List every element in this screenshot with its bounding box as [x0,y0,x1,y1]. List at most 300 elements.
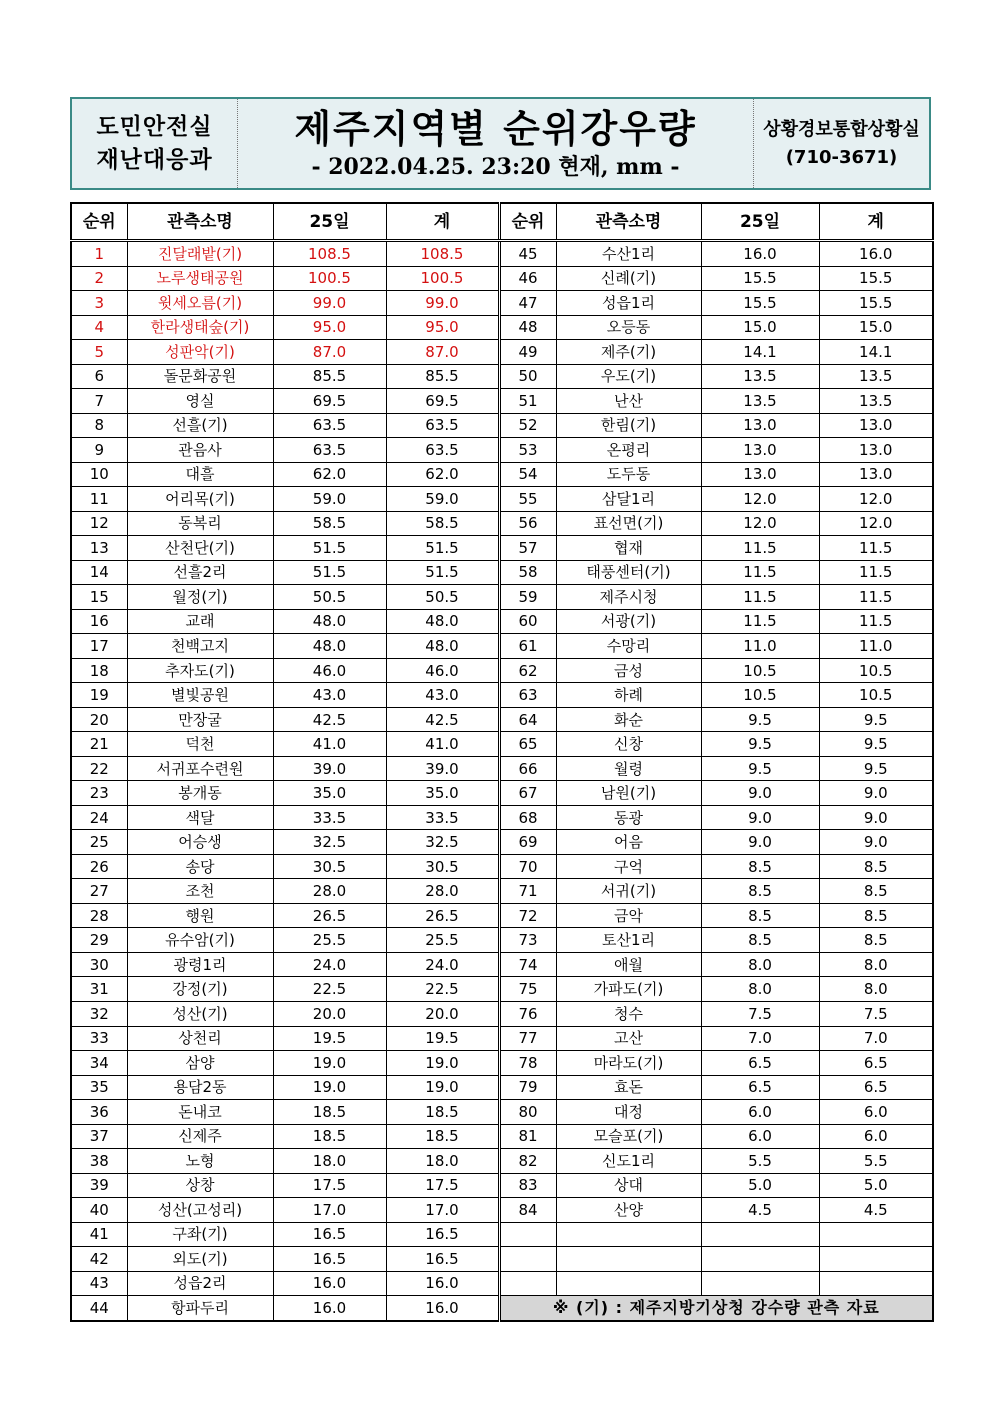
cell-day: 8.5 [701,879,819,904]
empty-cell [499,1222,556,1247]
cell-station: 서귀포수련원 [127,756,273,781]
cell-day: 30.5 [273,854,386,879]
table-row [71,658,933,683]
cell-station: 월령 [556,756,701,781]
cell-day: 24.0 [273,952,386,977]
empty-cell [819,1271,933,1296]
cell-day: 39.0 [273,756,386,781]
column-header-total: 계 [386,203,499,241]
cell-day: 9.0 [701,830,819,855]
cell-rank: 15 [71,585,127,610]
cell-station: 돌문화공원 [127,364,273,389]
cell-total: 58.5 [386,511,499,536]
cell-rank: 51 [499,389,556,414]
cell-day: 8.5 [701,903,819,928]
cell-station: 삼달1리 [556,487,701,512]
cell-station: 토산1리 [556,928,701,953]
cell-total: 48.0 [386,634,499,659]
table-header-row [71,203,933,241]
cell-station: 노루생태공원 [127,266,273,291]
cell-station: 광령1리 [127,952,273,977]
cell-station: 고산 [556,1026,701,1051]
table-row [71,1222,933,1247]
cell-day: 18.5 [273,1124,386,1149]
cell-rank: 68 [499,805,556,830]
table-row [71,585,933,610]
cell-station: 월정(기) [127,585,273,610]
cell-day: 16.5 [273,1222,386,1247]
cell-day: 51.5 [273,536,386,561]
cell-station: 삼양 [127,1051,273,1076]
division-name: 재난대응과 [96,146,213,173]
cell-total: 51.5 [386,536,499,561]
cell-station: 봉개동 [127,781,273,806]
table-row [71,609,933,634]
table-row [71,560,933,585]
cell-rank: 70 [499,854,556,879]
cell-day: 19.0 [273,1075,386,1100]
cell-total: 43.0 [386,683,499,708]
column-header-rank: 순위 [71,203,127,241]
cell-day: 100.5 [273,266,386,291]
cell-station: 강정(기) [127,977,273,1002]
empty-cell [556,1271,701,1296]
cell-day: 13.0 [701,438,819,463]
cell-rank: 50 [499,364,556,389]
cell-station: 유수암(기) [127,928,273,953]
column-header-day: 25일 [701,203,819,241]
empty-cell [701,1271,819,1296]
cell-station: 금성 [556,658,701,683]
cell-rank: 21 [71,732,127,757]
cell-rank: 71 [499,879,556,904]
cell-total: 30.5 [386,854,499,879]
cell-station: 한라생태숲(기) [127,315,273,340]
cell-rank: 59 [499,585,556,610]
cell-total: 100.5 [386,266,499,291]
cell-total: 6.0 [819,1100,933,1125]
cell-station: 가파도(기) [556,977,701,1002]
office-name: 상황경보통합상황실 [763,118,920,140]
cell-station: 신창 [556,732,701,757]
page-subtitle: - 2022.04.25. 23:20 현재, mm - [311,153,680,180]
cell-rank: 36 [71,1100,127,1125]
cell-total: 87.0 [386,340,499,365]
cell-day: 18.0 [273,1149,386,1174]
cell-station: 성산(고성리) [127,1198,273,1223]
cell-station: 영실 [127,389,273,414]
table-row [71,536,933,561]
cell-total: 99.0 [386,291,499,316]
cell-rank: 64 [499,707,556,732]
cell-rank: 58 [499,560,556,585]
cell-rank: 84 [499,1198,556,1223]
table-row [71,364,933,389]
cell-total: 41.0 [386,732,499,757]
cell-station: 화순 [556,707,701,732]
cell-rank: 3 [71,291,127,316]
cell-rank: 80 [499,1100,556,1125]
cell-day: 15.0 [701,315,819,340]
cell-station: 교래 [127,609,273,634]
cell-station: 선흘2리 [127,560,273,585]
cell-rank: 73 [499,928,556,953]
table-row [71,1173,933,1198]
cell-total: 8.5 [819,903,933,928]
cell-total: 35.0 [386,781,499,806]
table-row [71,266,933,291]
cell-total: 26.5 [386,903,499,928]
cell-day: 63.5 [273,438,386,463]
cell-rank: 61 [499,634,556,659]
cell-station: 진달래밭(기) [127,241,273,267]
cell-rank: 57 [499,536,556,561]
cell-station: 동복리 [127,511,273,536]
table-row [71,1100,933,1125]
cell-total: 8.0 [819,977,933,1002]
cell-day: 11.5 [701,560,819,585]
table-row [71,1149,933,1174]
cell-total: 12.0 [819,487,933,512]
cell-rank: 60 [499,609,556,634]
cell-rank: 45 [499,241,556,267]
cell-day: 9.5 [701,707,819,732]
table-row [71,1124,933,1149]
cell-station: 한림(기) [556,413,701,438]
cell-station: 성읍1리 [556,291,701,316]
cell-day: 87.0 [273,340,386,365]
cell-rank: 77 [499,1026,556,1051]
table-footnote: ※ (기) : 제주지방기상청 강수량 관측 자료 [499,1296,933,1321]
table-row [71,241,933,267]
cell-total: 32.5 [386,830,499,855]
cell-day: 15.5 [701,291,819,316]
cell-rank: 65 [499,732,556,757]
cell-rank: 30 [71,952,127,977]
cell-total: 7.0 [819,1026,933,1051]
cell-rank: 76 [499,1001,556,1026]
cell-day: 32.5 [273,830,386,855]
cell-station: 오등동 [556,315,701,340]
empty-cell [499,1271,556,1296]
cell-rank: 11 [71,487,127,512]
table-row [71,1247,933,1272]
cell-day: 28.0 [273,879,386,904]
cell-total: 6.5 [819,1075,933,1100]
cell-rank: 20 [71,707,127,732]
table-body [71,241,933,1321]
cell-total: 95.0 [386,315,499,340]
cell-total: 69.5 [386,389,499,414]
cell-station: 태풍센터(기) [556,560,701,585]
cell-day: 11.0 [701,634,819,659]
table-row [71,928,933,953]
cell-day: 43.0 [273,683,386,708]
cell-rank: 17 [71,634,127,659]
cell-rank: 26 [71,854,127,879]
cell-day: 62.0 [273,462,386,487]
cell-day: 6.0 [701,1124,819,1149]
cell-total: 5.0 [819,1173,933,1198]
table-row [71,291,933,316]
cell-day: 9.5 [701,732,819,757]
table-row [71,487,933,512]
cell-station: 효돈 [556,1075,701,1100]
cell-day: 41.0 [273,732,386,757]
cell-day: 99.0 [273,291,386,316]
cell-rank: 79 [499,1075,556,1100]
table-row [71,830,933,855]
cell-rank: 24 [71,805,127,830]
table-row [71,952,933,977]
cell-total: 13.0 [819,462,933,487]
cell-station: 애월 [556,952,701,977]
cell-total: 16.0 [819,241,933,267]
cell-station: 행원 [127,903,273,928]
cell-rank: 33 [71,1026,127,1051]
cell-station: 어음 [556,830,701,855]
cell-rank: 74 [499,952,556,977]
cell-rank: 13 [71,536,127,561]
cell-station: 조천 [127,879,273,904]
table-row [71,1198,933,1223]
cell-rank: 52 [499,413,556,438]
cell-total: 7.5 [819,1001,933,1026]
title-cell [238,99,754,188]
cell-rank: 55 [499,487,556,512]
cell-total: 18.5 [386,1124,499,1149]
cell-rank: 5 [71,340,127,365]
cell-total: 19.5 [386,1026,499,1051]
cell-day: 9.5 [701,756,819,781]
cell-day: 11.5 [701,585,819,610]
cell-rank: 6 [71,364,127,389]
cell-total: 17.0 [386,1198,499,1223]
cell-total: 62.0 [386,462,499,487]
cell-station: 온평리 [556,438,701,463]
cell-rank: 28 [71,903,127,928]
cell-rank: 78 [499,1051,556,1076]
cell-rank: 54 [499,462,556,487]
cell-total: 6.5 [819,1051,933,1076]
cell-day: 26.5 [273,903,386,928]
cell-day: 63.5 [273,413,386,438]
cell-total: 39.0 [386,756,499,781]
cell-rank: 83 [499,1173,556,1198]
cell-day: 19.5 [273,1026,386,1051]
cell-station: 표선면(기) [556,511,701,536]
cell-total: 11.5 [819,585,933,610]
cell-day: 9.0 [701,805,819,830]
cell-station: 신도1리 [556,1149,701,1174]
cell-station: 상창 [127,1173,273,1198]
cell-total: 63.5 [386,413,499,438]
column-header-station: 관측소명 [127,203,273,241]
cell-rank: 29 [71,928,127,953]
cell-total: 17.5 [386,1173,499,1198]
empty-cell [701,1247,819,1272]
cell-total: 4.5 [819,1198,933,1223]
cell-rank: 8 [71,413,127,438]
cell-total: 8.5 [819,928,933,953]
cell-day: 12.0 [701,511,819,536]
cell-day: 8.0 [701,952,819,977]
table-row [71,340,933,365]
cell-day: 16.0 [273,1296,386,1321]
table-row [71,732,933,757]
table-row [71,462,933,487]
cell-total: 16.5 [386,1222,499,1247]
page-title: 제주지역별 순위강우량 [294,106,697,151]
cell-day: 15.5 [701,266,819,291]
cell-day: 25.5 [273,928,386,953]
cell-station: 노형 [127,1149,273,1174]
cell-total: 42.5 [386,707,499,732]
cell-rank: 35 [71,1075,127,1100]
cell-total: 12.0 [819,511,933,536]
cell-total: 15.5 [819,266,933,291]
cell-rank: 48 [499,315,556,340]
cell-station: 금악 [556,903,701,928]
cell-total: 9.0 [819,805,933,830]
cell-rank: 10 [71,462,127,487]
cell-day: 42.5 [273,707,386,732]
cell-station: 서귀(기) [556,879,701,904]
cell-total: 11.0 [819,634,933,659]
cell-day: 10.5 [701,658,819,683]
cell-station: 성읍2리 [127,1271,273,1296]
cell-rank: 56 [499,511,556,536]
cell-rank: 34 [71,1051,127,1076]
empty-cell [701,1222,819,1247]
cell-total: 18.0 [386,1149,499,1174]
table-row [71,1026,933,1051]
cell-rank: 2 [71,266,127,291]
cell-day: 11.5 [701,609,819,634]
cell-station: 송당 [127,854,273,879]
cell-day: 16.0 [273,1271,386,1296]
cell-day: 13.0 [701,413,819,438]
cell-station: 제주시청 [556,585,701,610]
cell-rank: 81 [499,1124,556,1149]
cell-station: 서광(기) [556,609,701,634]
cell-total: 15.5 [819,291,933,316]
cell-station: 천백고지 [127,634,273,659]
table-row [71,903,933,928]
cell-day: 58.5 [273,511,386,536]
table-row [71,977,933,1002]
cell-day: 10.5 [701,683,819,708]
cell-total: 11.5 [819,560,933,585]
office-cell [754,99,929,188]
cell-rank: 69 [499,830,556,855]
cell-total: 22.5 [386,977,499,1002]
empty-cell [819,1222,933,1247]
cell-rank: 40 [71,1198,127,1223]
cell-station: 동광 [556,805,701,830]
cell-day: 95.0 [273,315,386,340]
cell-day: 69.5 [273,389,386,414]
cell-total: 8.0 [819,952,933,977]
cell-rank: 37 [71,1124,127,1149]
cell-station: 난산 [556,389,701,414]
cell-total: 11.5 [819,536,933,561]
cell-total: 8.5 [819,854,933,879]
cell-station: 수산1리 [556,241,701,267]
cell-total: 16.5 [386,1247,499,1272]
cell-rank: 41 [71,1222,127,1247]
cell-station: 만장굴 [127,707,273,732]
table-row [71,1075,933,1100]
cell-rank: 39 [71,1173,127,1198]
cell-rank: 47 [499,291,556,316]
cell-day: 50.5 [273,585,386,610]
empty-cell [499,1247,556,1272]
cell-station: 대정 [556,1100,701,1125]
cell-station: 성산(기) [127,1001,273,1026]
cell-rank: 27 [71,879,127,904]
cell-total: 15.0 [819,315,933,340]
cell-day: 12.0 [701,487,819,512]
cell-day: 17.5 [273,1173,386,1198]
cell-rank: 12 [71,511,127,536]
cell-station: 도두동 [556,462,701,487]
cell-total: 9.5 [819,732,933,757]
cell-station: 신제주 [127,1124,273,1149]
cell-total: 50.5 [386,585,499,610]
cell-total: 108.5 [386,241,499,267]
cell-day: 48.0 [273,634,386,659]
cell-rank: 67 [499,781,556,806]
cell-station: 수망리 [556,634,701,659]
rainfall-table-wrapper [70,202,932,1322]
table-row [71,854,933,879]
cell-day: 18.5 [273,1100,386,1125]
cell-total: 24.0 [386,952,499,977]
table-row [71,879,933,904]
cell-day: 7.0 [701,1026,819,1051]
cell-rank: 63 [499,683,556,708]
table-row [71,634,933,659]
cell-day: 4.5 [701,1198,819,1223]
cell-day: 13.5 [701,389,819,414]
cell-total: 6.0 [819,1124,933,1149]
cell-total: 48.0 [386,609,499,634]
cell-station: 선흘(기) [127,413,273,438]
cell-total: 33.5 [386,805,499,830]
cell-station: 신례(기) [556,266,701,291]
cell-rank: 42 [71,1247,127,1272]
cell-station: 외도(기) [127,1247,273,1272]
cell-total: 9.0 [819,781,933,806]
cell-station: 우도(기) [556,364,701,389]
cell-total: 13.0 [819,413,933,438]
cell-rank: 19 [71,683,127,708]
cell-rank: 43 [71,1271,127,1296]
cell-day: 11.5 [701,536,819,561]
cell-station: 별빛공원 [127,683,273,708]
cell-station: 제주(기) [556,340,701,365]
department-cell [72,99,238,188]
cell-station: 덕천 [127,732,273,757]
table-row [71,683,933,708]
header-box [70,97,931,190]
cell-day: 35.0 [273,781,386,806]
rainfall-table [70,202,934,1322]
cell-rank: 14 [71,560,127,585]
table-row [71,438,933,463]
table-row [71,707,933,732]
